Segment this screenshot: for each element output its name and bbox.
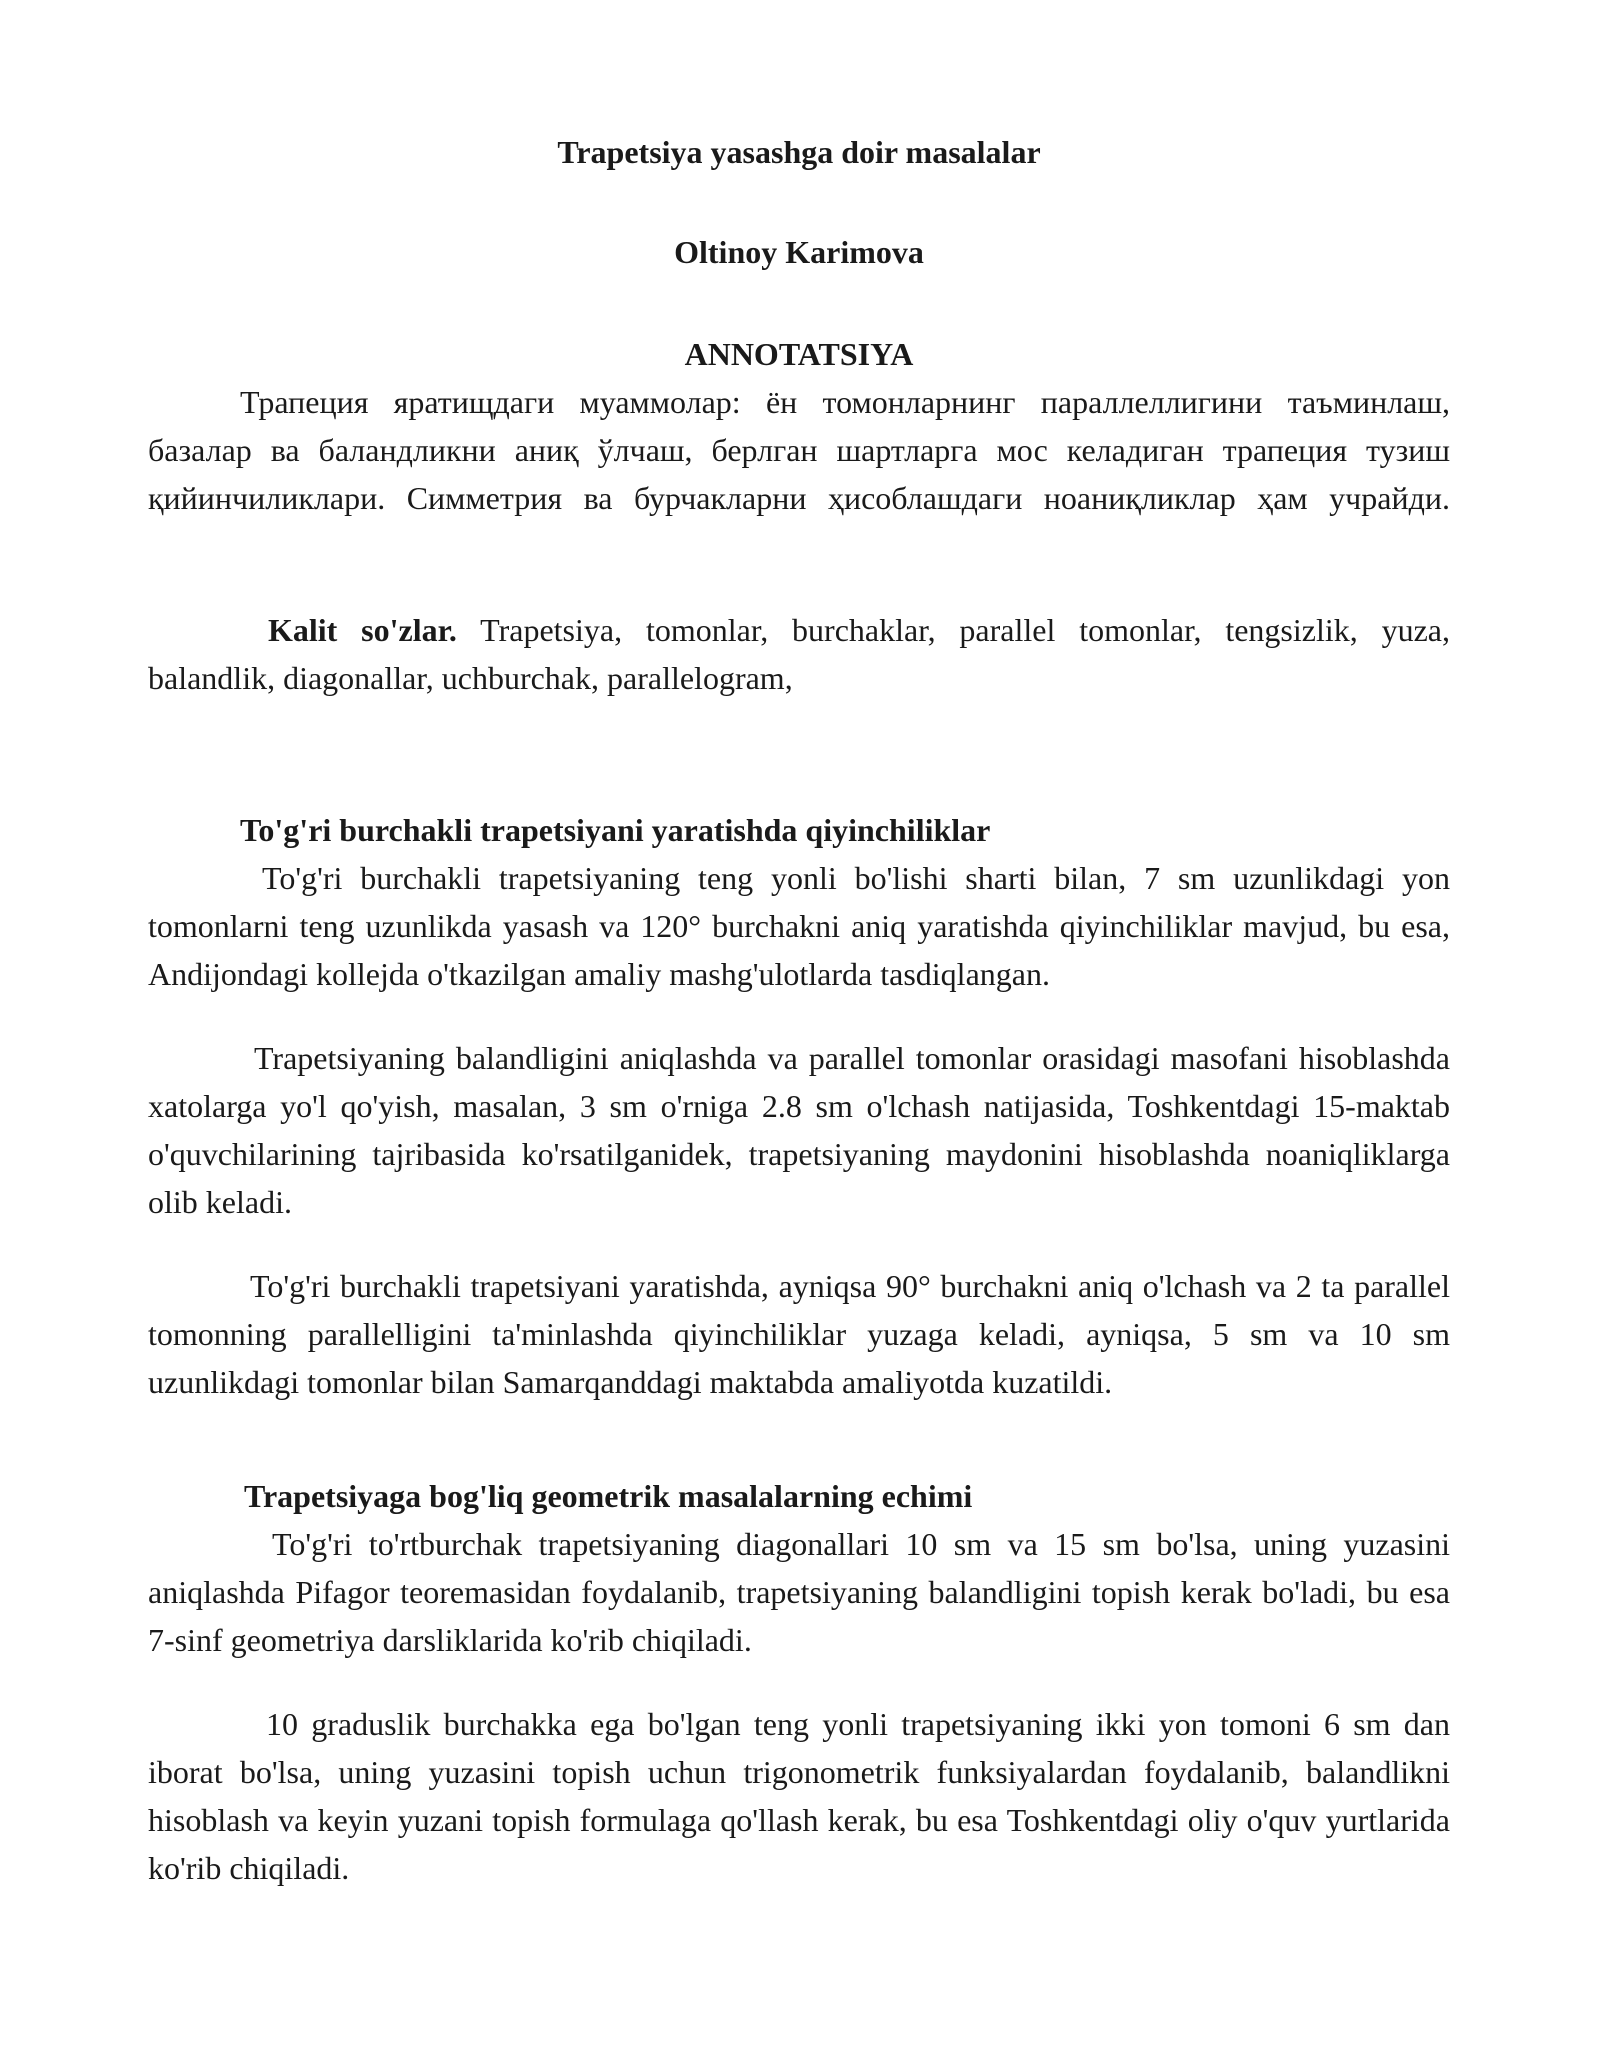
section1-paragraph-3: To'g'ri burchakli trapetsiyani yaratishda, ayniqsa 90° burchakni aniq o'lchash va 2 ta parallel tomonning parallelligini ta'minlashda qiyinchiliklar yuzaga keladi, ayniqsa, 5 sm va 10 sm uzunlikdagi tomonlar bilan Samarqanddagi maktabda amaliyotda kuzatildi. [148, 1268, 1450, 1400]
annotation-heading: ANNOTATSIYA [684, 336, 914, 372]
section2-paragraph-2: 10 graduslik burchakka ega bo'lgan teng yonli trapetsiyaning ikki yon tomoni 6 sm dan iborat bo'lsa, uning yuzasini topish uchun trigonometrik funksiyalardan foydalanib, balandlikni hisoblash va keyin yuzani topish formulaga qo'llash kerak, bu esa Toshkentdagi oliy o'quv yurtlarida ko'rib chiqiladi. [148, 1706, 1450, 1886]
section1-paragraph-1: To'g'ri burchakli trapetsiyaning teng yonli bo'lishi sharti bilan, 7 sm uzunlikdagi yon tomonlarni teng uzunlikda yasash va 120° burchakni aniq yaratishda qiyinchiliklar mavjud, bu esa, Andijondagi kollejda o'tkazilgan amaliy mashg'ulotlarda tasdiqlangan. [148, 860, 1450, 992]
author-name: Oltinoy Karimova [674, 234, 924, 270]
section2-heading: Trapetsiyaga bog'liq geometrik masalalarning echimi [244, 1478, 973, 1514]
section1-paragraph-2: Trapetsiyaning balandligini aniqlashda va parallel tomonlar orasidagi masofani hisoblashda xatolarga yo'l qo'yish, masalan, 3 sm o'rniga 2.8 sm o'lchash natijasida, Toshkentdagi 15-maktab o'quvchilarining tajribasida ko'rsatilganidek, trapetsiyaning maydonini hisoblashda noaniqliklarga olib keladi. [148, 1040, 1450, 1220]
section2-paragraph-1: To'g'ri to'rtburchak trapetsiyaning diagonallari 10 sm va 15 sm bo'lsa, uning yuzasini aniqlashda Pifagor teoremasidan foydalanib, trapetsiyaning balandligini topish kerak bo'ladi, bu esa 7-sinf geometriya darsliklarida ko'rib chiqiladi. [148, 1526, 1450, 1658]
keywords-label: Kalit so'zlar. [268, 612, 457, 648]
annotation-text: Трапеция яратищдаги муаммолар: ён томонларнинг параллеллигини таъминлаш, базалар ва баландликни аниқ ўлчаш, берлган шартларга мос келадиган трапеция тузиш қийинчиликлари. Симметрия ва бурчакларни ҳисоблашдаги ноаниқликлар ҳам учрайди. [148, 384, 1450, 516]
section1-heading: To'g'ri burchakli trapetsiyani yaratishda qiyinchiliklar [240, 812, 991, 848]
paper-title: Trapetsiya yasashga doir masalalar [557, 134, 1041, 170]
keywords-text: Trapetsiya, tomonlar, burchaklar, parallel tomonlar, tengsizlik, yuza, balandlik, diagonallar, uchburchak, parallelogram, [148, 612, 1451, 696]
keywords-paragraph [148, 606, 1450, 702]
